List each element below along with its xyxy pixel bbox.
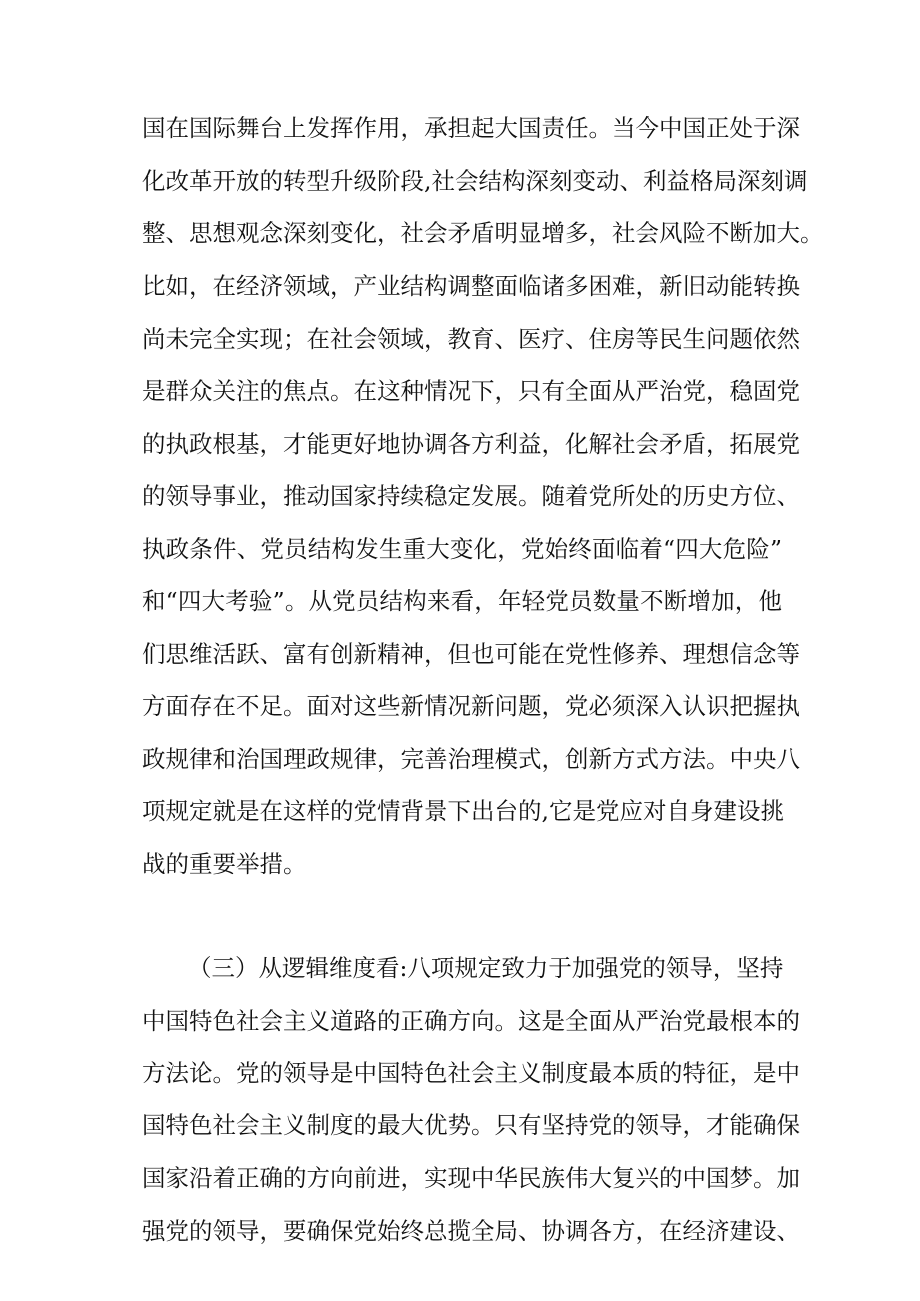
text-line: 国在国际舞台上发挥作用，承担起大国责任。当今中国正处于深 <box>142 114 800 142</box>
text-line: 方面存在不足。面对这些新情况新问题，党必须深入认识把握执 <box>142 692 800 720</box>
text-line: 化改革开放的转型升级阶段,社会结构深刻变动、利益格局深刻调 <box>142 167 808 195</box>
text-line: 的执政根基，才能更好地协调各方利益，化解社会矛盾，拓展党 <box>142 430 800 458</box>
text-line: 方法论。党的领导是中国特色社会主义制度最本质的特征，是中 <box>142 1059 800 1087</box>
text-line: 强党的领导，要确保党始终总揽全局、协调各方，在经济建设、 <box>142 1217 800 1245</box>
text-line: 比如，在经济领域，产业结构调整面临诸多困难，新旧动能转换 <box>142 272 800 300</box>
text-line: 和“四大考验”。从党员结构来看，年轻党员数量不断增加，他 <box>142 587 782 615</box>
text-line: 尚未完全实现；在社会领域，教育、医疗、住房等民生问题依然 <box>142 325 800 353</box>
text-line-last: 战的重要举措。 <box>142 850 307 878</box>
text-line: 整、思想观念深刻变化，社会矛盾明显增多，社会风险不断加大。 <box>142 219 824 247</box>
text-line: 是群众关注的焦点。在这种情况下，只有全面从严治党，稳固党 <box>142 377 800 405</box>
text-line: 国家沿着正确的方向前进，实现中华民族伟大复兴的中国梦。加 <box>142 1164 800 1192</box>
text-line-indented: （三）从逻辑维度看:八项规定致力于加强党的领导，坚持 <box>188 954 784 982</box>
text-line: 执政条件、党员结构发生重大变化，党始终面临着“四大危险” <box>142 535 782 563</box>
text-line: 政规律和治国理政规律，完善治理模式，创新方式方法。中央八 <box>142 745 800 773</box>
text-line: 的领导事业，推动国家持续稳定发展。随着党所处的历史方位、 <box>142 482 800 510</box>
text-line: 们思维活跃、富有创新精神，但也可能在党性修养、理想信念等 <box>142 640 800 668</box>
text-line: 项规定就是在这样的党情背景下出台的,它是党应对自身建设挑 <box>142 797 784 825</box>
text-line: 中国特色社会主义道路的正确方向。这是全面从严治党最根本的 <box>142 1007 800 1035</box>
text-line: 国特色社会主义制度的最大优势。只有坚持党的领导，才能确保 <box>142 1111 800 1139</box>
